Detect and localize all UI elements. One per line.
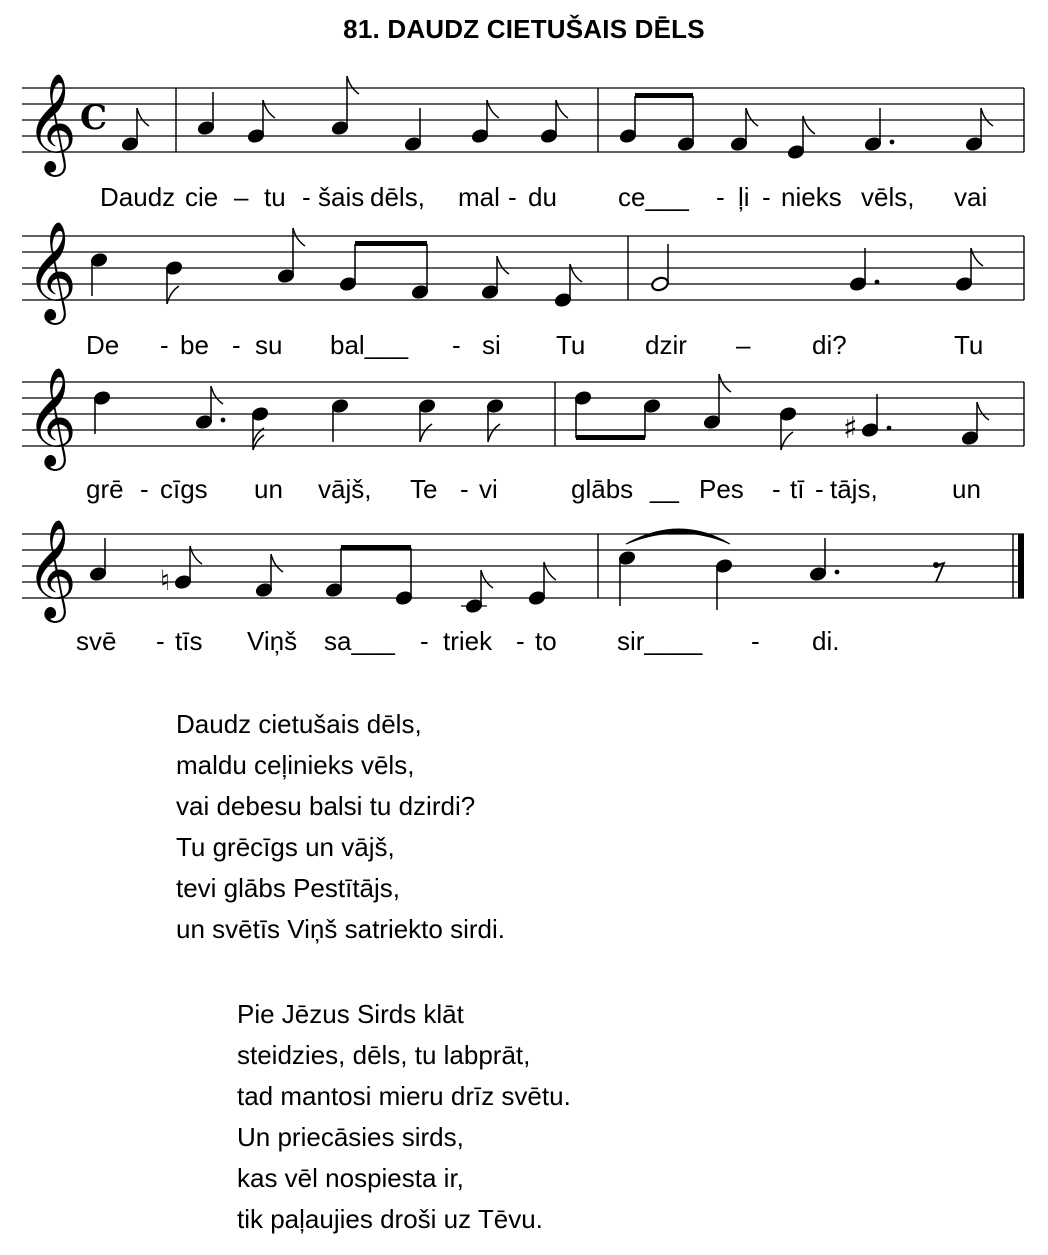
lyric-syllable: un	[952, 474, 981, 504]
treble-clef-icon: 𝄞	[26, 519, 77, 619]
lyric-syllable: du	[528, 182, 557, 212]
staff-lines	[22, 382, 1024, 446]
lyric-hyphen: -	[156, 626, 165, 656]
treble-clef-icon: 𝄞	[26, 367, 77, 467]
lyric-syllable: si	[482, 330, 501, 360]
sharp-icon: ♯	[843, 411, 858, 446]
verse-line: steidzies, dēls, tu labprāt,	[237, 1040, 531, 1070]
lyric-syllable: vi	[479, 474, 498, 504]
lyric-syllable: tājs,	[830, 474, 878, 504]
lyric-hyphen: -	[302, 182, 311, 212]
staff-lines	[22, 534, 1024, 598]
staff-line-3	[0, 354, 1048, 474]
lyric-syllable: mal	[458, 182, 500, 212]
lyric-hyphen: -	[751, 626, 760, 656]
staff-line-4	[0, 506, 1048, 626]
lyric-hyphen: -	[772, 474, 781, 504]
lyric-syllable: Viņš	[247, 626, 298, 656]
lyric-syllable: to	[535, 626, 557, 656]
treble-clef-icon: 𝄞	[26, 73, 77, 173]
verse-line: Daudz cietušais dēls,	[176, 709, 422, 739]
lyric-hyphen: -	[460, 474, 469, 504]
lyric-syllable: triek	[443, 626, 493, 656]
page-title: 81. DAUDZ CIETUŠAIS DĒLS	[343, 14, 705, 44]
lyric-hyphen: -	[160, 330, 169, 360]
lyric-hyphen: -	[140, 474, 149, 504]
lyric-syllable: __	[650, 474, 679, 504]
staff-line-1	[0, 60, 1048, 180]
lyric-syllable: šais	[318, 182, 365, 212]
eighth-rest-icon	[933, 562, 944, 582]
lyric-syllable: vēls,	[861, 182, 915, 212]
lyric-syllable: dēls,	[370, 182, 425, 212]
lyric-syllable: ce___	[618, 182, 689, 212]
treble-clef-icon: 𝄞	[26, 221, 77, 321]
lyric-hyphen: -	[420, 626, 429, 656]
lyric-syllable: bal___	[330, 330, 409, 360]
lyric-syllable: di?	[812, 330, 847, 360]
verse-line: tad mantosi mieru drīz svētu.	[237, 1081, 571, 1111]
verse-line: un svētīs Viņš satriekto sirdi.	[176, 914, 505, 944]
lyric-syllable: nieks	[781, 182, 842, 212]
lyric-hyphen: -	[508, 182, 517, 212]
lyric-syllable: Daudz	[100, 182, 176, 212]
lyric-syllable: sir____	[617, 626, 703, 656]
lyric-syllable: be	[180, 330, 209, 360]
lyric-hyphen: -	[232, 330, 241, 360]
lyric-syllable: tu	[264, 182, 286, 212]
lyric-hyphen: -	[716, 182, 725, 212]
lyric-syllable: tīs	[175, 626, 203, 656]
verse-line: Un priecāsies sirds,	[237, 1122, 464, 1152]
lyric-syllable: glābs	[571, 474, 634, 504]
verse-2	[237, 994, 571, 1240]
lyric-syllable: cie	[185, 182, 219, 212]
lyric-syllable: ļi	[738, 182, 750, 212]
lyric-syllable: De	[86, 330, 120, 360]
verse-line: maldu ceļinieks vēls,	[176, 750, 415, 780]
verse-line: tevi glābs Pestītājs,	[176, 873, 400, 903]
lyric-syllable: svē	[76, 626, 117, 656]
verse-1	[176, 704, 505, 950]
lyric-syllable: sa___	[324, 626, 395, 656]
lyric-syllable: vai	[954, 182, 988, 212]
lyric-syllable: vājš,	[318, 474, 372, 504]
lyric-hyphen: –	[736, 330, 751, 360]
verse-line: kas vēl nospiesta ir,	[237, 1163, 464, 1193]
time-signature: C	[80, 98, 108, 138]
natural-icon: ♮	[160, 564, 171, 597]
lyric-hyphen: –	[234, 182, 249, 212]
lyric-syllable: Te	[410, 474, 438, 504]
lyric-syllable: tī	[790, 474, 805, 504]
staff-line-2	[0, 208, 1048, 328]
lyric-syllable: Tu	[954, 330, 984, 360]
lyric-hyphen: -	[516, 626, 525, 656]
lyric-hyphen: -	[452, 330, 461, 360]
verse-line: tik paļaujies droši uz Tēvu.	[237, 1204, 543, 1234]
lyric-syllable: dzir	[645, 330, 687, 360]
final-barline	[1018, 534, 1024, 598]
lyric-syllable: Pes	[699, 474, 744, 504]
verse-line: Pie Jēzus Sirds klāt	[237, 999, 464, 1029]
lyric-syllable: Tu	[556, 330, 586, 360]
lyric-syllable: di.	[812, 626, 840, 656]
lyric-syllable: un	[254, 474, 283, 504]
verse-line: vai debesu balsi tu dzirdi?	[176, 791, 476, 821]
lyric-syllable: cīgs	[160, 474, 208, 504]
lyric-hyphen: -	[815, 474, 824, 504]
verse-line: Tu grēcīgs un vājš,	[176, 832, 395, 862]
lyric-syllable: su	[255, 330, 283, 360]
lyric-hyphen: -	[762, 182, 771, 212]
notes	[93, 374, 989, 450]
lyric-syllable: grē	[86, 474, 124, 504]
notes	[89, 529, 944, 614]
